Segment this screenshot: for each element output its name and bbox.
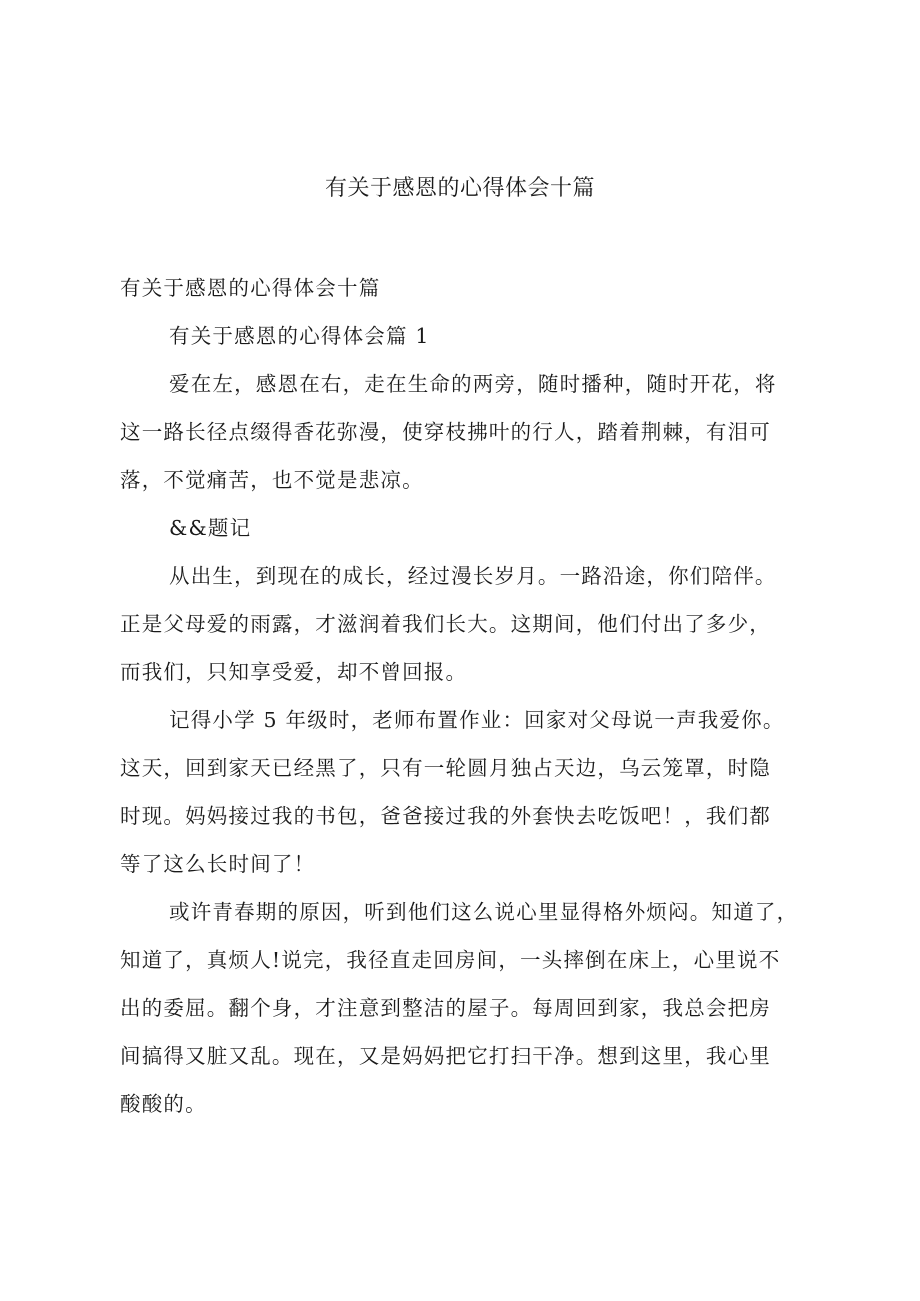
section-heading: 有关于感恩的心得体会篇 1 [169,324,430,348]
paragraph-line: 时现。妈妈接过我的书包，爸爸接过我的外套快去吃饭吧！，我们都 [120,804,771,828]
document-title: 有关于感恩的心得体会十篇 [324,176,595,201]
paragraph-line: 酸酸的。 [120,1092,207,1116]
subtitle-line: 有关于感恩的心得体会十篇 [120,276,381,300]
document-body [120,264,825,1128]
paragraph-line: 这天，回到家天已经黑了，只有一轮圆月独占天边，乌云笼罩，时隐 [120,756,771,780]
paragraph-line: 间搞得又脏又乱。现在，又是妈妈把它打扫干净。想到这里，我心里 [120,1044,771,1068]
paragraph-line: 这一路长径点缀得香花弥漫，使穿枝拂叶的行人，踏着荆棘，有泪可 [120,420,771,444]
paragraph-line: 落，不觉痛苦，也不觉是悲凉。 [120,468,424,492]
paragraph-line: 而我们，只知享受爱，却不曾回报。 [120,660,468,684]
paragraph-line: 正是父母爱的雨露，才滋润着我们长大。这期间，他们付出了多少， [120,612,771,636]
paragraph-line: 出的委屈。翻个身，才注意到整洁的屋子。每周回到家，我总会把房 [120,996,771,1020]
paragraph-line: 爱在左，感恩在右，走在生命的两旁，随时播种，随时开花，将 [169,372,777,396]
epigraph-note: &&题记 [169,516,252,540]
paragraph-line: 等了这么长时间了！ [120,852,316,876]
paragraph-line: 从出生，到现在的成长，经过漫长岁月。一路沿途，你们陪伴。 [169,564,777,588]
paragraph-line: 或许青春期的原因，听到他们这么说心里显得格外烦闷。知道了， [169,900,799,924]
paragraph-line: 知道了，真烦人!说完，我径直走回房间，一头摔倒在床上，心里说不 [120,948,781,972]
paragraph-line: 记得小学 5 年级时，老师布置作业：回家对父母说一声我爱你。 [169,708,785,732]
